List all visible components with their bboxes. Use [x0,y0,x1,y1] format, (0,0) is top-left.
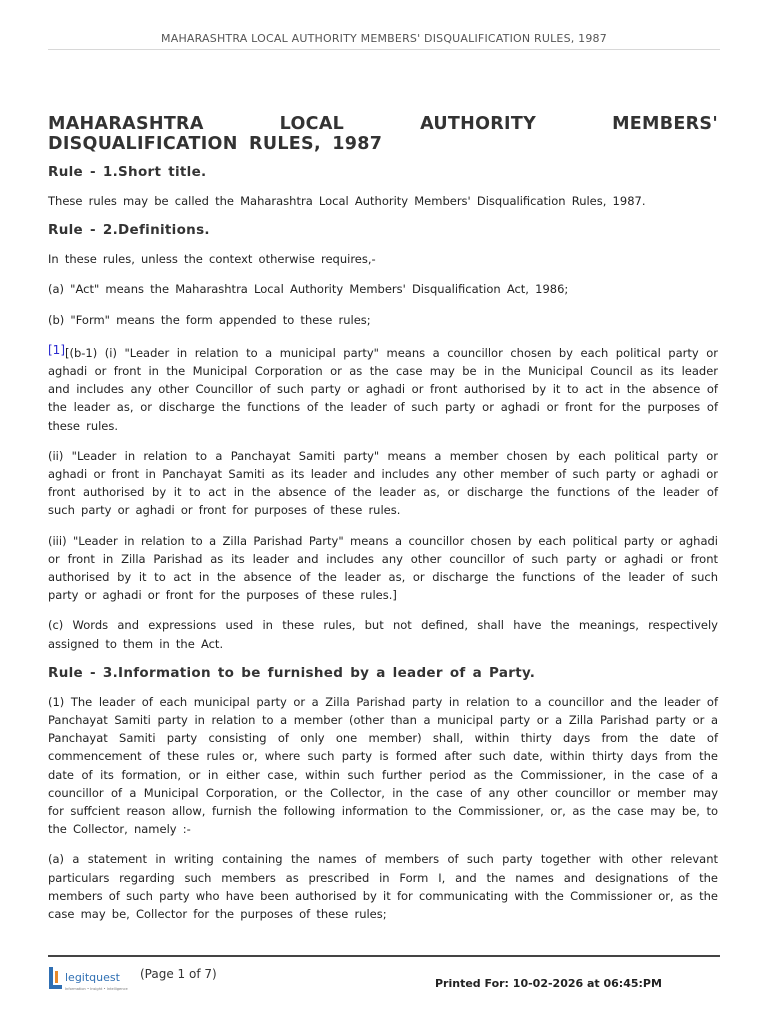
logo-mark-icon [49,967,62,989]
rule-3-heading: Rule - 3.Information to be furnished by a leader of a Party. [48,664,536,681]
clause-b1-i-text: [(b-1) (i) "Leader in relation to a municipal party" means a councillor chosen by each political party or aghadi or front in the Municipal Corporation or as the case may be in the Municipal Council as its leader and includes any other Councillor of such party or aghadi or front authorised by it to act in the absence of the leader as, or discharge the functions of the leader of such party or aghadi or front for the purposes of these rules. [48,345,718,433]
rule-1-heading: Rule - 1.Short title. [48,164,207,180]
legitquest-logo [48,964,138,994]
document-body [48,114,718,935]
rule-2-clause-b1-i [48,341,718,435]
logo-tagline: Information • Insight • Intelligence [65,987,128,991]
rule-2-clause-c: (c) Words and expressions used in these rules, but not defined, shall have the meanings, respectively assigned to them in the Act. [48,618,718,651]
rule-3-para-1: (1) The leader of each municipal party or a Zilla Parishad party in relation to a councillor and the leader of Panchayat Samiti party in relation to a member (other than a municipal party or a Zilla Parishad party or a Panchayat Samiti party consisting of only one member) shall, within thirty days from the date of commencement of these rules or, where such party is formed after such date, within thirty days from the date of its formation, or in either case, within such further period as the Commissioner, in the case of a councillor of a Municipal Corporation, or the Collector, in the case of any other councillor or member may for suffcient reason allow, furnish the following information to the Commissioner, or, as the case may be, to the Collector, namely :- [48,694,718,837]
page-counter: (Page 1 of 7) [140,967,217,981]
running-header-title: MAHARASHTRA LOCAL AUTHORITY MEMBERS' DISQUALIFICATION RULES, 1987 [161,32,607,45]
rule-2-intro: In these rules, unless the context otherwise requires,- [48,252,376,267]
rule-2-clause-a: (a) "Act" means the Maharashtra Local Authority Members' Disqualification Act, 1986; [48,282,569,297]
document-title: MAHARASHTRA LOCAL AUTHORITY MEMBERS' DISQUALIFICATION RULES, 1987 [48,114,718,154]
header-divider [48,49,720,50]
rule-1-text: These rules may be called the Maharashtra Local Authority Members' Disqualification Rules, 1987. [48,194,646,208]
footnote-link[interactable]: [1] [48,342,65,357]
logo-wordmark: legitquest [65,971,120,984]
rule-2-clause-b: (b) "Form" means the form appended to these rules; [48,312,371,327]
rule-3-clause-a: (a) a statement in writing containing the names of members of such party together with other relevant particulars regarding such members as prescribed in Form I, and the names and designations of the members of such party who have been authorised by it for communicating with the Commissioner or, as the case may be, Collector for the purposes of these rules; [48,852,718,922]
rule-2-clause-b1-iii: (iii) "Leader in relation to a Zilla Parishad Party" means a councillor chosen by each political party or aghadi or front in Zilla Parishad as its leader and includes any other councillor of such party or aghadi or front authorised by it to act in the absence of the leader as, or discharge the functions of the leader of such party or aghadi or front for the purposes of these rules.] [48,533,718,603]
printed-for-stamp: Printed For: 10-02-2026 at 06:45:PM [435,977,662,990]
footer-divider [48,955,720,957]
rule-2-clause-b1-ii: (ii) "Leader in relation to a Panchayat Samiti party" means a member chosen by each political party or aghadi or front in Panchayat Samiti as its leader and includes any other member of such party or aghadi or front authorised by it to act in the absence of the leader as, or discharge the functions of the leader of such party or aghadi or front for purposes of these rules. [48,448,718,518]
rule-2-heading: Rule - 2.Definitions. [48,222,210,239]
